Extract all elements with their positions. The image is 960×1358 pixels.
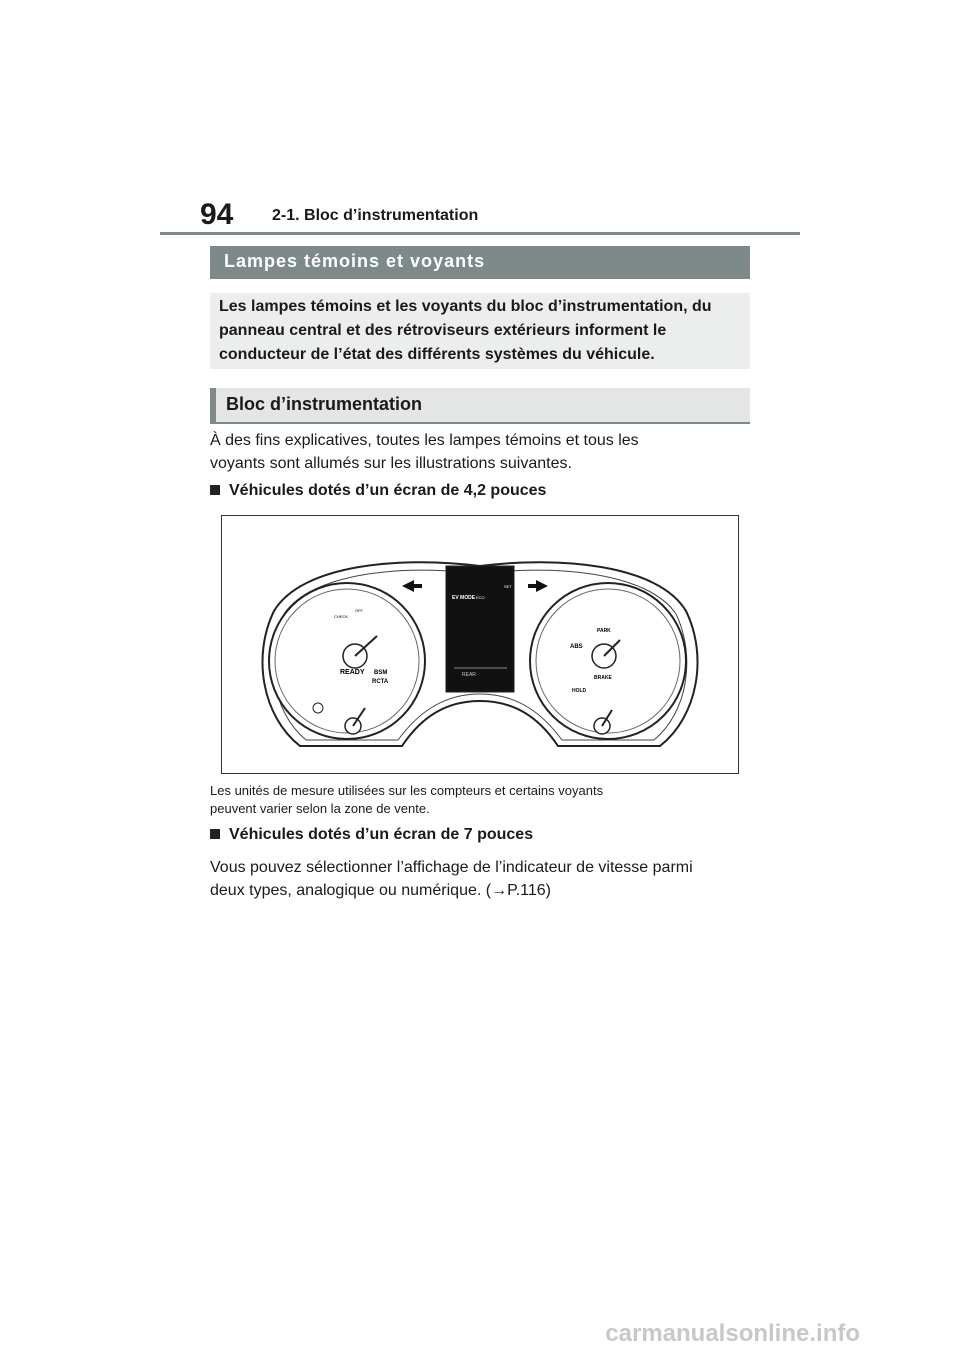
intro-box <box>210 293 750 369</box>
paragraph-1-line-1: À des fins explicatives, toutes les lampes témoins et tous les <box>210 432 639 449</box>
caption-line-1: Les unités de mesure utilisées sur les compteurs et certains voyants <box>210 783 604 798</box>
rcta-label: RCTA <box>372 679 389 685</box>
off-label: OFF <box>355 608 363 613</box>
rear-label: REAR <box>462 672 476 678</box>
right-gauge <box>530 583 686 739</box>
subheading-box <box>210 388 750 422</box>
bullet-heading-1 <box>210 482 546 500</box>
hold-label: HOLD <box>572 688 587 694</box>
abs-label: ABS <box>570 644 583 650</box>
brake-label: BRAKE <box>594 675 612 681</box>
banner-title: Lampes témoins et voyants <box>224 251 486 271</box>
caption-line-2: peuvent varier selon la zone de vente. <box>210 801 430 816</box>
page-number: 94 <box>200 198 234 231</box>
paragraph-1-line-2: voyants sont allumés sur les illustrations suivantes. <box>210 455 572 472</box>
bullet-1-text: Véhicules dotés d’un écran de 4,2 pouces <box>229 482 547 499</box>
left-gauge <box>269 583 425 739</box>
paragraph-2-line-1: Vous pouvez sélectionner l’affichage de l’indicateur de vitesse parmi <box>210 859 693 876</box>
title-banner <box>210 246 750 279</box>
section-title: 2-1. Bloc d’instrumentation <box>272 207 479 224</box>
subheading-rule <box>210 422 750 424</box>
paragraph-2-line-2: deux types, analogique ou numérique. (→P.116) <box>210 882 551 899</box>
bullet-square-icon <box>210 485 220 495</box>
instrument-cluster-illustration <box>222 516 738 773</box>
bullet-2-text: Véhicules dotés d’un écran de 7 pouces <box>229 826 534 843</box>
bullet-square-icon <box>210 829 220 839</box>
center-display <box>446 566 514 692</box>
right-turn-arrow-icon <box>528 580 548 592</box>
check-label: CHECK <box>334 614 349 619</box>
bullet-heading-2 <box>210 826 533 844</box>
header-rule <box>160 232 800 235</box>
intro-text: Les lampes témoins et les voyants du bloc d’instrumentation, du panneau central et des rétroviseurs extérieurs informent le conducteur de l’état des différents systèmes du véhicule. <box>219 298 712 363</box>
ready-label: READY <box>340 669 365 676</box>
park-label: PARK <box>597 628 611 634</box>
ev-mode-label: EV MODE <box>452 595 476 601</box>
eco-label: ECO <box>476 595 485 600</box>
set-label: SET <box>504 584 512 589</box>
watermark: carmanualsonline.info <box>605 1320 860 1347</box>
left-turn-arrow-icon <box>402 580 422 592</box>
bsm-label: BSM <box>374 670 388 676</box>
instrument-cluster-figure <box>221 515 739 774</box>
subheading: Bloc d’instrumentation <box>226 394 423 414</box>
